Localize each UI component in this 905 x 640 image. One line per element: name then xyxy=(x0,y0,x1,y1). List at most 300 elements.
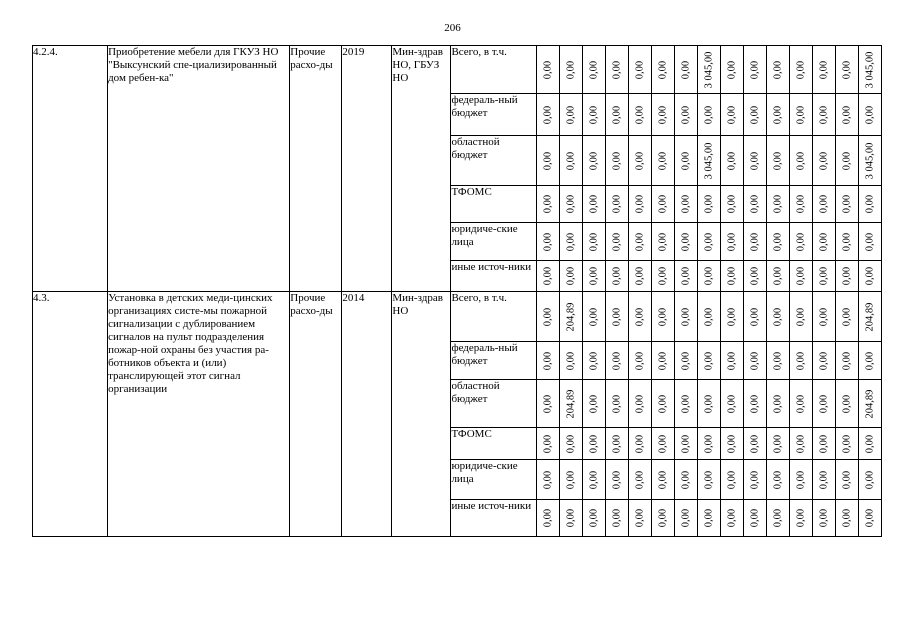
value-text: 0,00 xyxy=(749,351,761,370)
value-text: 0,00 xyxy=(726,60,738,79)
value-text: 0,00 xyxy=(818,232,830,251)
value-text: 0,00 xyxy=(680,194,692,214)
value-cell xyxy=(812,261,835,292)
value-cell xyxy=(559,500,582,537)
value-text: 0,00 xyxy=(818,394,830,413)
value-cell xyxy=(697,460,720,500)
value-text: 0,00 xyxy=(542,232,554,251)
value-text: 0,00 xyxy=(749,60,761,79)
value-cell xyxy=(559,380,582,428)
value-cell xyxy=(720,186,743,223)
value-text: 204,89 xyxy=(864,302,876,331)
value-cell xyxy=(628,46,651,94)
value-cell xyxy=(697,380,720,428)
value-text: 0,00 xyxy=(726,394,738,413)
value-cell xyxy=(835,292,858,342)
value-text: 0,00 xyxy=(611,470,623,489)
value-cell xyxy=(789,292,812,342)
value-text: 0,00 xyxy=(565,60,577,79)
value-cell xyxy=(674,380,697,428)
value-text: 0,00 xyxy=(680,151,692,170)
value-cell xyxy=(812,428,835,460)
value-text: 0,00 xyxy=(864,105,876,124)
value-text: 0,00 xyxy=(611,307,623,326)
value-cell xyxy=(559,223,582,261)
value-text: 0,00 xyxy=(634,470,646,489)
value-cell xyxy=(605,46,628,94)
value-cell xyxy=(582,223,605,261)
value-text: 0,00 xyxy=(634,266,646,286)
value-cell xyxy=(582,292,605,342)
value-text: 0,00 xyxy=(726,470,738,489)
value-text: 0,00 xyxy=(841,266,853,286)
value-cell xyxy=(743,460,766,500)
value-text: 0,00 xyxy=(703,232,715,251)
value-cell xyxy=(720,136,743,186)
value-text: 0,00 xyxy=(634,232,646,251)
value-text: 0,00 xyxy=(795,194,807,214)
funding-source: иные источ-ники xyxy=(451,261,536,292)
value-cell xyxy=(605,186,628,223)
value-cell xyxy=(582,500,605,537)
value-text: 0,00 xyxy=(588,470,600,489)
value-text: 0,00 xyxy=(680,351,692,370)
value-cell xyxy=(559,186,582,223)
value-text: 0,00 xyxy=(818,194,830,214)
value-text: 204,89 xyxy=(565,302,577,331)
value-cell xyxy=(674,500,697,537)
value-cell xyxy=(789,460,812,500)
funding-source: юридиче-ские лица xyxy=(451,460,536,500)
value-cell xyxy=(812,292,835,342)
value-text: 0,00 xyxy=(818,351,830,370)
value-text: 0,00 xyxy=(726,266,738,286)
value-text: 0,00 xyxy=(680,232,692,251)
value-cell xyxy=(743,261,766,292)
value-cell xyxy=(651,500,674,537)
funding-source: областной бюджет xyxy=(451,380,536,428)
value-text: 0,00 xyxy=(611,60,623,79)
value-text: 0,00 xyxy=(818,307,830,326)
value-cell xyxy=(858,342,881,380)
value-cell xyxy=(789,136,812,186)
value-cell xyxy=(697,186,720,223)
value-text: 0,00 xyxy=(657,307,669,326)
value-cell xyxy=(720,500,743,537)
value-cell xyxy=(789,223,812,261)
value-cell xyxy=(858,136,881,186)
value-text: 0,00 xyxy=(657,394,669,413)
value-cell xyxy=(674,223,697,261)
value-cell xyxy=(720,342,743,380)
value-cell xyxy=(605,428,628,460)
value-cell xyxy=(559,342,582,380)
value-text: 0,00 xyxy=(565,232,577,251)
value-text: 3 045,00 xyxy=(703,51,715,88)
value-cell xyxy=(582,186,605,223)
funding-source: иные источ-ники xyxy=(451,500,536,537)
value-text: 0,00 xyxy=(680,105,692,124)
value-text: 3 045,00 xyxy=(864,142,876,179)
value-cell xyxy=(720,428,743,460)
value-text: 0,00 xyxy=(634,351,646,370)
value-cell xyxy=(766,342,789,380)
value-cell xyxy=(766,223,789,261)
value-cell xyxy=(812,136,835,186)
value-text: 0,00 xyxy=(680,60,692,79)
value-text: 0,00 xyxy=(611,508,623,528)
value-cell xyxy=(651,46,674,94)
value-cell xyxy=(743,46,766,94)
value-text: 0,00 xyxy=(772,508,784,528)
value-cell xyxy=(605,342,628,380)
value-cell xyxy=(766,500,789,537)
value-cell xyxy=(720,261,743,292)
value-cell xyxy=(743,342,766,380)
value-cell xyxy=(743,428,766,460)
value-cell xyxy=(651,342,674,380)
value-text: 0,00 xyxy=(726,194,738,214)
value-cell xyxy=(651,428,674,460)
value-cell xyxy=(559,136,582,186)
value-cell xyxy=(766,460,789,500)
value-text: 3 045,00 xyxy=(864,51,876,88)
funding-source: федераль-ный бюджет xyxy=(451,94,536,136)
value-text: 0,00 xyxy=(588,508,600,528)
value-text: 0,00 xyxy=(565,470,577,489)
value-text: 0,00 xyxy=(657,351,669,370)
item-description: Приобретение мебели для ГКУЗ НО "Выксунский спе-циализированный дом ребен-ка" xyxy=(108,46,290,292)
value-cell xyxy=(628,380,651,428)
value-cell xyxy=(651,186,674,223)
value-text: 0,00 xyxy=(772,60,784,79)
value-cell xyxy=(743,94,766,136)
value-cell xyxy=(674,94,697,136)
value-cell xyxy=(720,94,743,136)
value-cell xyxy=(605,500,628,537)
value-text: 0,00 xyxy=(726,508,738,528)
value-cell xyxy=(858,428,881,460)
value-text: 0,00 xyxy=(565,151,577,170)
value-cell xyxy=(858,500,881,537)
value-text: 0,00 xyxy=(588,194,600,214)
value-cell xyxy=(651,292,674,342)
value-text: 0,00 xyxy=(634,307,646,326)
value-text: 0,00 xyxy=(657,470,669,489)
budget-table xyxy=(32,45,882,537)
item-description: Установка в детских меди-цинских организациях систе-мы пожарной сигнализации с дублированием сигналов на пульт подразделения пожар-ной охраны без участия ра-ботников объекта и (или) транслирующей этот сигнал организации xyxy=(108,292,290,537)
item-year: 2014 xyxy=(342,292,392,537)
value-cell xyxy=(536,94,559,136)
value-cell xyxy=(835,460,858,500)
value-text: 0,00 xyxy=(588,60,600,79)
value-cell xyxy=(628,186,651,223)
funding-source: Всего, в т.ч. xyxy=(451,46,536,94)
value-text: 0,00 xyxy=(864,434,876,453)
value-cell xyxy=(789,186,812,223)
value-cell xyxy=(743,223,766,261)
value-text: 0,00 xyxy=(703,394,715,413)
value-text: 0,00 xyxy=(611,434,623,453)
value-cell xyxy=(789,46,812,94)
value-text: 0,00 xyxy=(588,351,600,370)
value-cell xyxy=(720,223,743,261)
value-cell xyxy=(835,342,858,380)
value-cell xyxy=(812,380,835,428)
value-cell xyxy=(605,460,628,500)
item-executor: Мин-здрав НО, ГБУЗ НО xyxy=(392,46,451,292)
value-text: 0,00 xyxy=(703,266,715,286)
value-cell xyxy=(674,428,697,460)
value-text: 0,00 xyxy=(726,105,738,124)
value-text: 0,00 xyxy=(611,105,623,124)
value-cell xyxy=(743,380,766,428)
value-text: 0,00 xyxy=(726,307,738,326)
value-text: 0,00 xyxy=(611,394,623,413)
value-cell xyxy=(720,460,743,500)
value-text: 0,00 xyxy=(565,266,577,286)
value-text: 0,00 xyxy=(634,194,646,214)
value-text: 0,00 xyxy=(749,470,761,489)
value-text: 0,00 xyxy=(818,60,830,79)
value-cell xyxy=(789,342,812,380)
value-cell xyxy=(697,428,720,460)
value-cell xyxy=(766,136,789,186)
value-cell xyxy=(766,46,789,94)
value-cell xyxy=(605,261,628,292)
value-text: 0,00 xyxy=(864,194,876,214)
value-text: 0,00 xyxy=(795,470,807,489)
value-cell xyxy=(605,380,628,428)
value-text: 0,00 xyxy=(841,351,853,370)
value-cell xyxy=(536,428,559,460)
value-cell xyxy=(858,223,881,261)
value-cell xyxy=(858,261,881,292)
value-cell xyxy=(651,261,674,292)
value-cell xyxy=(674,342,697,380)
value-text: 0,00 xyxy=(588,307,600,326)
page-number: 206 xyxy=(444,22,461,34)
value-text: 0,00 xyxy=(542,151,554,170)
value-cell xyxy=(582,261,605,292)
value-cell xyxy=(743,292,766,342)
funding-source: юридиче-ские лица xyxy=(451,223,536,261)
value-cell xyxy=(812,94,835,136)
expense-type: Прочие расхо-ды xyxy=(290,292,342,537)
value-cell xyxy=(812,500,835,537)
value-text: 0,00 xyxy=(634,105,646,124)
funding-source: областной бюджет xyxy=(451,136,536,186)
value-text: 0,00 xyxy=(749,151,761,170)
value-text: 0,00 xyxy=(772,232,784,251)
value-cell xyxy=(835,223,858,261)
value-cell xyxy=(835,428,858,460)
value-cell xyxy=(605,223,628,261)
funding-source: ТФОМС xyxy=(451,186,536,223)
value-text: 0,00 xyxy=(749,434,761,453)
value-cell xyxy=(628,223,651,261)
value-text: 0,00 xyxy=(841,105,853,124)
value-cell xyxy=(789,500,812,537)
value-cell xyxy=(766,186,789,223)
value-text: 0,00 xyxy=(841,394,853,413)
value-text: 0,00 xyxy=(657,434,669,453)
value-cell xyxy=(858,94,881,136)
value-text: 0,00 xyxy=(542,394,554,413)
value-text: 0,00 xyxy=(749,508,761,528)
value-text: 0,00 xyxy=(795,151,807,170)
value-cell xyxy=(559,261,582,292)
value-cell xyxy=(559,46,582,94)
value-cell xyxy=(628,136,651,186)
value-text: 0,00 xyxy=(657,151,669,170)
value-text: 0,00 xyxy=(841,434,853,453)
value-text: 0,00 xyxy=(611,351,623,370)
value-text: 0,00 xyxy=(726,151,738,170)
value-cell xyxy=(582,94,605,136)
value-text: 0,00 xyxy=(749,394,761,413)
value-text: 0,00 xyxy=(542,470,554,489)
value-text: 0,00 xyxy=(611,151,623,170)
value-cell xyxy=(651,94,674,136)
value-cell xyxy=(582,46,605,94)
value-cell xyxy=(697,261,720,292)
value-cell xyxy=(628,292,651,342)
value-cell xyxy=(536,500,559,537)
value-text: 0,00 xyxy=(542,351,554,370)
value-cell xyxy=(697,223,720,261)
value-text: 0,00 xyxy=(841,307,853,326)
value-text: 0,00 xyxy=(795,434,807,453)
value-cell xyxy=(835,261,858,292)
value-cell xyxy=(858,292,881,342)
value-text: 0,00 xyxy=(795,232,807,251)
value-text: 0,00 xyxy=(542,307,554,326)
value-text: 0,00 xyxy=(542,266,554,286)
value-text: 0,00 xyxy=(703,508,715,528)
value-cell xyxy=(789,94,812,136)
value-text: 0,00 xyxy=(772,470,784,489)
value-text: 0,00 xyxy=(795,60,807,79)
value-text: 0,00 xyxy=(657,194,669,214)
value-text: 0,00 xyxy=(818,470,830,489)
value-text: 0,00 xyxy=(795,307,807,326)
value-text: 0,00 xyxy=(588,266,600,286)
value-text: 0,00 xyxy=(795,394,807,413)
value-cell xyxy=(697,500,720,537)
value-cell xyxy=(789,428,812,460)
value-text: 0,00 xyxy=(749,266,761,286)
value-cell xyxy=(858,46,881,94)
value-cell xyxy=(674,46,697,94)
value-cell xyxy=(835,136,858,186)
value-text: 0,00 xyxy=(634,508,646,528)
value-cell xyxy=(628,500,651,537)
value-text: 0,00 xyxy=(588,394,600,413)
value-text: 0,00 xyxy=(772,105,784,124)
value-cell xyxy=(674,292,697,342)
value-text: 0,00 xyxy=(864,266,876,286)
value-text: 0,00 xyxy=(795,508,807,528)
value-cell xyxy=(858,460,881,500)
value-text: 0,00 xyxy=(726,351,738,370)
value-cell xyxy=(835,186,858,223)
value-cell xyxy=(743,136,766,186)
value-text: 0,00 xyxy=(841,194,853,214)
value-cell xyxy=(743,500,766,537)
value-cell xyxy=(605,94,628,136)
value-cell xyxy=(812,460,835,500)
value-text: 0,00 xyxy=(611,232,623,251)
value-cell xyxy=(766,292,789,342)
item-code: 4.3. xyxy=(33,292,108,537)
value-text: 0,00 xyxy=(680,434,692,453)
value-cell xyxy=(812,46,835,94)
value-cell xyxy=(536,136,559,186)
value-text: 0,00 xyxy=(542,105,554,124)
item-year: 2019 xyxy=(342,46,392,292)
value-cell xyxy=(812,342,835,380)
table-row xyxy=(33,46,882,94)
value-text: 0,00 xyxy=(657,105,669,124)
value-text: 0,00 xyxy=(680,307,692,326)
value-text: 0,00 xyxy=(841,470,853,489)
value-cell xyxy=(674,186,697,223)
value-cell xyxy=(651,380,674,428)
value-text: 0,00 xyxy=(565,508,577,528)
value-cell xyxy=(651,136,674,186)
value-cell xyxy=(858,380,881,428)
value-cell xyxy=(674,136,697,186)
value-cell xyxy=(651,460,674,500)
value-cell xyxy=(766,428,789,460)
funding-source: Всего, в т.ч. xyxy=(451,292,536,342)
value-cell xyxy=(651,223,674,261)
value-text: 0,00 xyxy=(841,60,853,79)
item-executor: Мин-здрав НО xyxy=(392,292,451,537)
value-cell xyxy=(628,94,651,136)
value-text: 0,00 xyxy=(565,351,577,370)
value-text: 0,00 xyxy=(772,151,784,170)
value-cell xyxy=(536,261,559,292)
value-text: 0,00 xyxy=(818,266,830,286)
value-text: 0,00 xyxy=(634,434,646,453)
value-text: 0,00 xyxy=(680,266,692,286)
value-text: 204,89 xyxy=(864,389,876,418)
value-text: 0,00 xyxy=(749,307,761,326)
value-text: 0,00 xyxy=(611,266,623,286)
value-text: 0,00 xyxy=(634,394,646,413)
value-text: 0,00 xyxy=(864,351,876,370)
value-cell xyxy=(582,380,605,428)
value-text: 0,00 xyxy=(565,194,577,214)
value-cell xyxy=(559,428,582,460)
value-text: 0,00 xyxy=(703,434,715,453)
value-text: 0,00 xyxy=(542,508,554,528)
value-text: 0,00 xyxy=(565,105,577,124)
value-text: 204,89 xyxy=(565,389,577,418)
value-text: 0,00 xyxy=(795,266,807,286)
value-cell xyxy=(536,186,559,223)
value-cell xyxy=(835,380,858,428)
value-cell xyxy=(697,136,720,186)
value-text: 0,00 xyxy=(772,394,784,413)
value-cell xyxy=(559,460,582,500)
value-text: 0,00 xyxy=(657,232,669,251)
value-text: 0,00 xyxy=(657,60,669,79)
value-cell xyxy=(605,136,628,186)
value-text: 0,00 xyxy=(703,470,715,489)
